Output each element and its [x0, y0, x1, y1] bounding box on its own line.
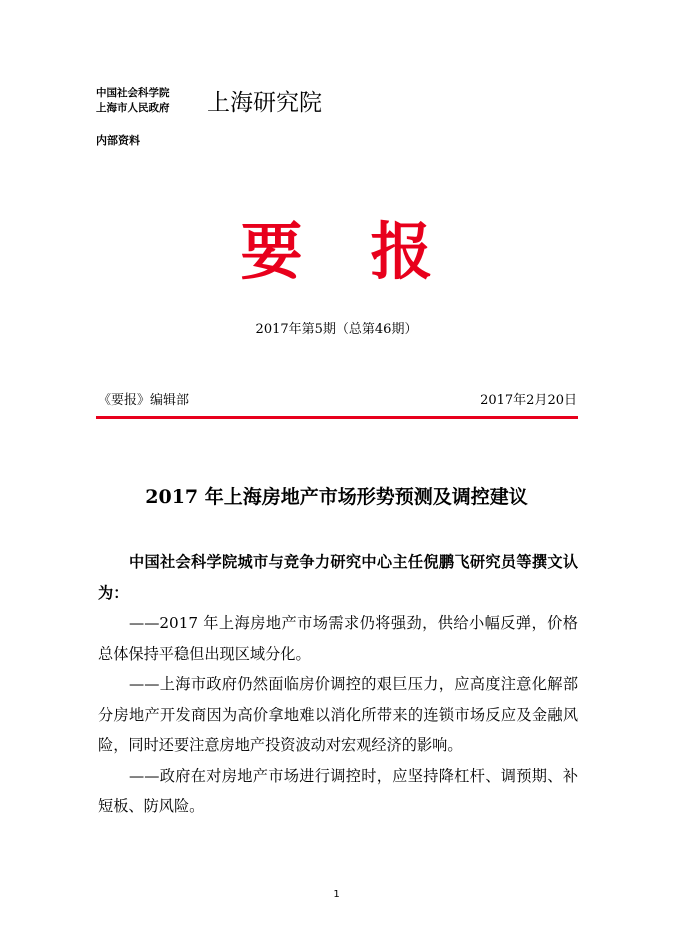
org-line-cass: 中国社会科学院 — [96, 87, 170, 99]
article-body — [98, 547, 578, 822]
red-divider — [96, 416, 578, 419]
page-number: 1 — [333, 889, 340, 900]
institute-name: 上海研究院 — [207, 90, 322, 116]
article-headline: 2017 年上海房地产市场形势预测及调控建议 — [145, 486, 528, 508]
point-paragraph: ——政府在对房地产市场进行调控时，应坚持降杠杆、调预期、补短板、防风险。 — [98, 766, 578, 815]
point-paragraph: ——上海市政府仍然面临房价调控的艰巨压力，应高度注意化解部分房地产开发商因为高价拿地难以消化所带来的连锁市场反应及金融风险，同时还要注意房地产投资波动对宏观经济的影响。 — [98, 675, 578, 754]
publication-title: 要报 — [240, 215, 501, 288]
organization-lines — [96, 86, 206, 116]
classification-label: 内部资料 — [96, 134, 140, 147]
lead-paragraph: 中国社会科学院城市与竞争力研究中心主任倪鹏飞研究员等撰文认为： — [98, 553, 578, 602]
issue-number: 2017年第5期（总第46期） — [255, 322, 418, 337]
editor-department: 《要报》编辑部 — [98, 393, 190, 408]
point-paragraph: ——2017 年上海房地产市场需求仍将强劲，供给小幅反弹，价格总体保持平稳但出现区域分化。 — [98, 614, 578, 663]
org-line-shanghai-government: 上海市人民政府 — [96, 102, 170, 114]
publication-date: 2017年2月20日 — [480, 393, 577, 408]
